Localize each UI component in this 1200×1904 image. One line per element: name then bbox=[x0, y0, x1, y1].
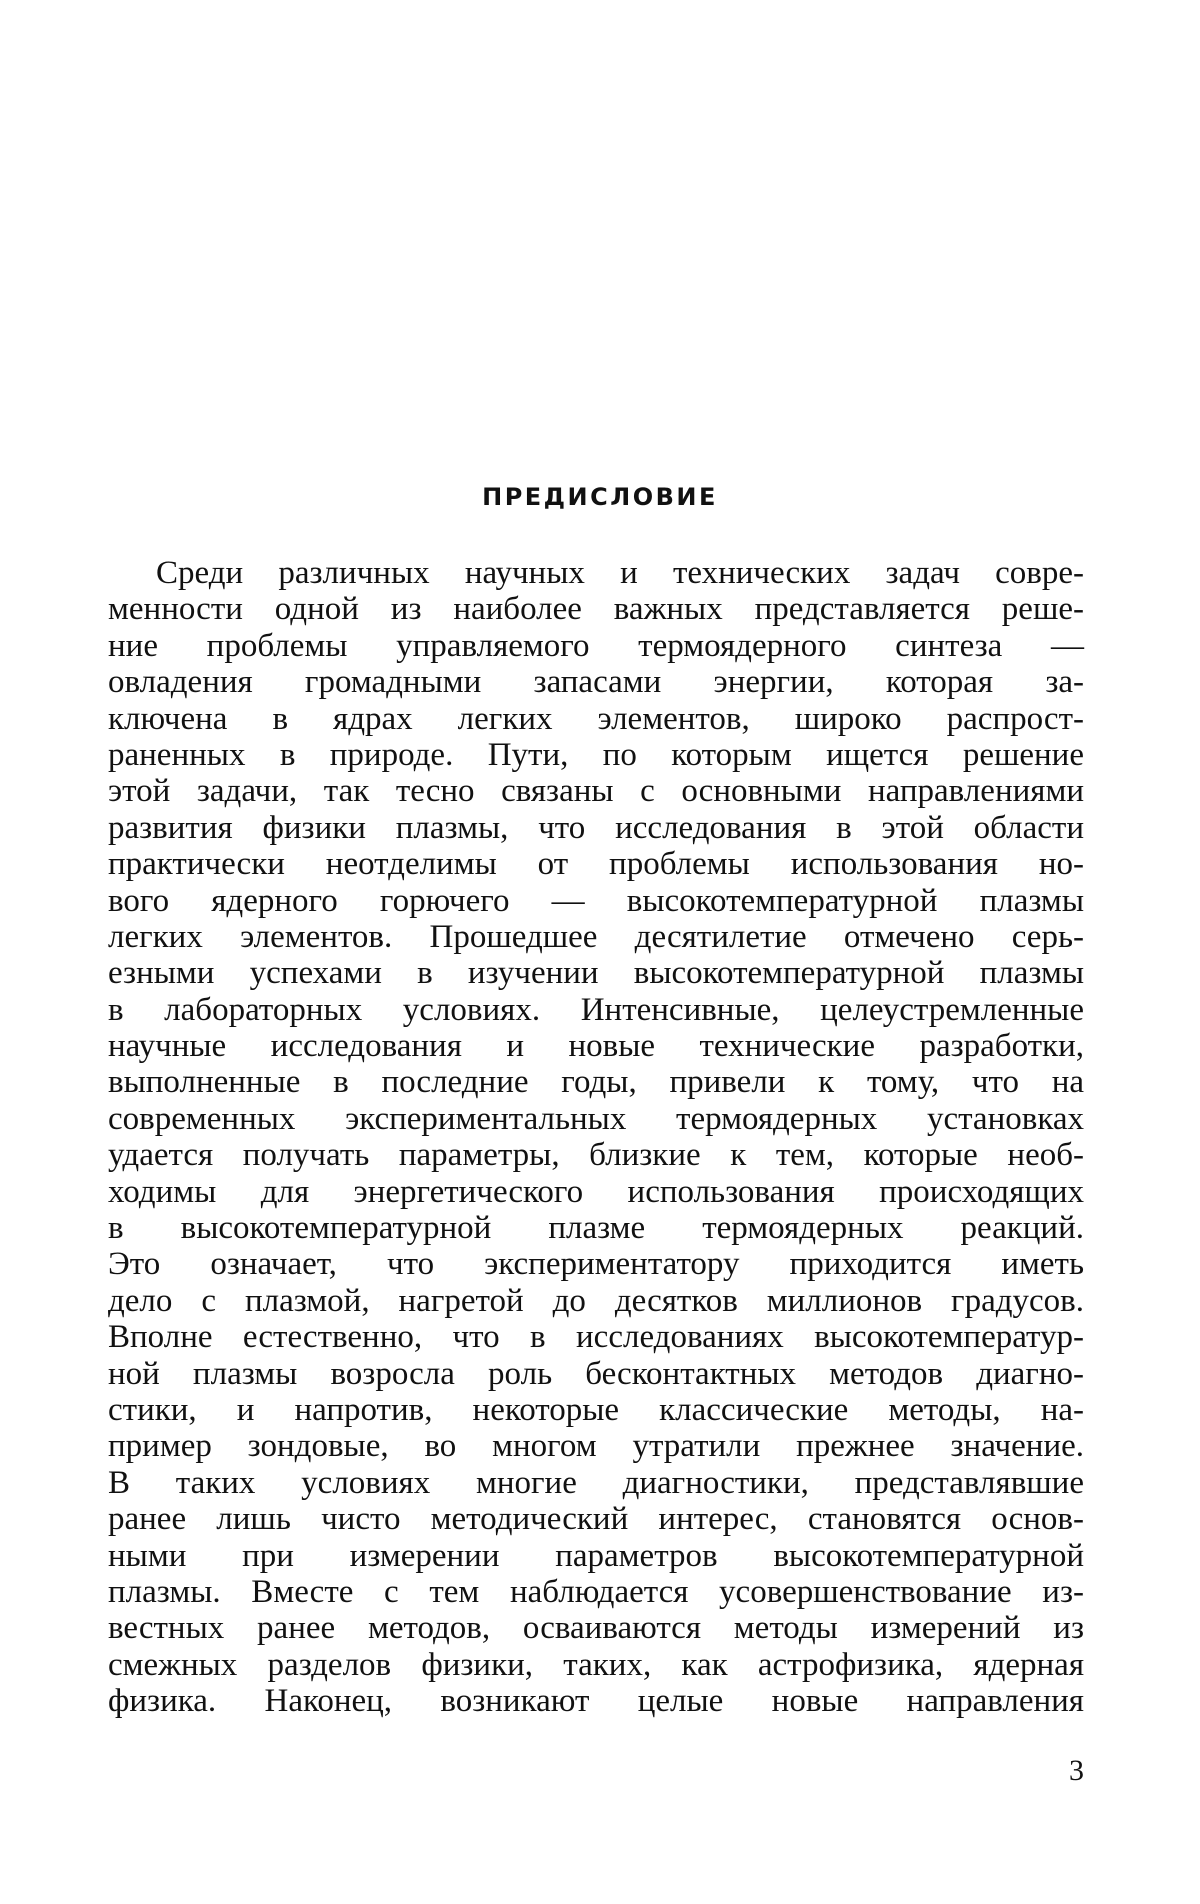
text-line: овладения громадными запасами энергии, которая за- bbox=[108, 664, 1084, 701]
text-line: ние проблемы управляемого термоядерного синтеза — bbox=[108, 627, 1084, 664]
text-line: пример зондовые, во многом утратили прежнее значение. bbox=[108, 1428, 1084, 1465]
text-line: современных экспериментальных термоядерных установках bbox=[108, 1100, 1084, 1137]
text-line: стики, и напротив, некоторые классические методы, на- bbox=[108, 1391, 1084, 1428]
text-line: удается получать параметры, близкие к тем, которые необ- bbox=[108, 1137, 1084, 1174]
text-line: в высокотемпературной плазме термоядерных реакций. bbox=[108, 1210, 1084, 1247]
text-line: Вполне естественно, что в исследованиях высокотемператур- bbox=[108, 1319, 1084, 1356]
text-line: ными при измерении параметров высокотемпературной bbox=[108, 1537, 1084, 1574]
text-line: вестных ранее методов, осваиваются методы измерений из bbox=[108, 1610, 1084, 1647]
text-line: выполненные в последние годы, привели к тому, что на bbox=[108, 1064, 1084, 1101]
text-line: вого ядерного горючего — высокотемпературной плазмы bbox=[108, 882, 1084, 919]
text-line: ранее лишь чисто методический интерес, становятся основ- bbox=[108, 1501, 1084, 1538]
text-line: ходимы для энергетического использования происходящих bbox=[108, 1173, 1084, 1210]
text-line: легких элементов. Прошедшее десятилетие отмечено серь- bbox=[108, 918, 1084, 955]
text-line: развития физики плазмы, что исследования в этой области bbox=[108, 809, 1084, 846]
text-line: плазмы. Вместе с тем наблюдается усовершенствование из- bbox=[108, 1573, 1084, 1610]
preface-paragraph bbox=[108, 555, 1084, 1720]
text-line: научные исследования и новые технические разработки, bbox=[108, 1028, 1084, 1065]
text-line: ной плазмы возросла роль бесконтактных методов диагно- bbox=[108, 1355, 1084, 1392]
text-line: ключена в ядрах легких элементов, широко распрост- bbox=[108, 700, 1084, 737]
text-line: практически неотделимы от проблемы использования но- bbox=[108, 846, 1084, 883]
text-line: раненных в природе. Пути, по которым ищется решение bbox=[108, 736, 1084, 773]
text-line: Это означает, что экспериментатору приходится иметь bbox=[108, 1246, 1084, 1283]
text-line: Среди различных научных и технических задач совре- bbox=[156, 555, 1084, 591]
text-line: езными успехами в изучении высокотемпературной плазмы bbox=[108, 955, 1084, 992]
text-line: В таких условиях многие диагностики, представлявшие bbox=[108, 1464, 1084, 1501]
text-line: этой задачи, так тесно связаны с основными направлениями bbox=[108, 773, 1084, 810]
text-line: менности одной из наиболее важных представляется реше- bbox=[108, 591, 1084, 628]
text-line: смежных разделов физики, таких, как астрофизика, ядерная bbox=[108, 1646, 1084, 1683]
page-number: 3 bbox=[1069, 1754, 1084, 1787]
text-line: в лабораторных условиях. Интенсивные, целеустремленные bbox=[108, 991, 1084, 1028]
text-line: физика. Наконец, возникают целые новые направления bbox=[108, 1683, 1084, 1720]
page-title: ПРЕДИСЛОВИЕ bbox=[482, 483, 718, 511]
text-line: дело с плазмой, нагретой до десятков миллионов градусов. bbox=[108, 1282, 1084, 1319]
